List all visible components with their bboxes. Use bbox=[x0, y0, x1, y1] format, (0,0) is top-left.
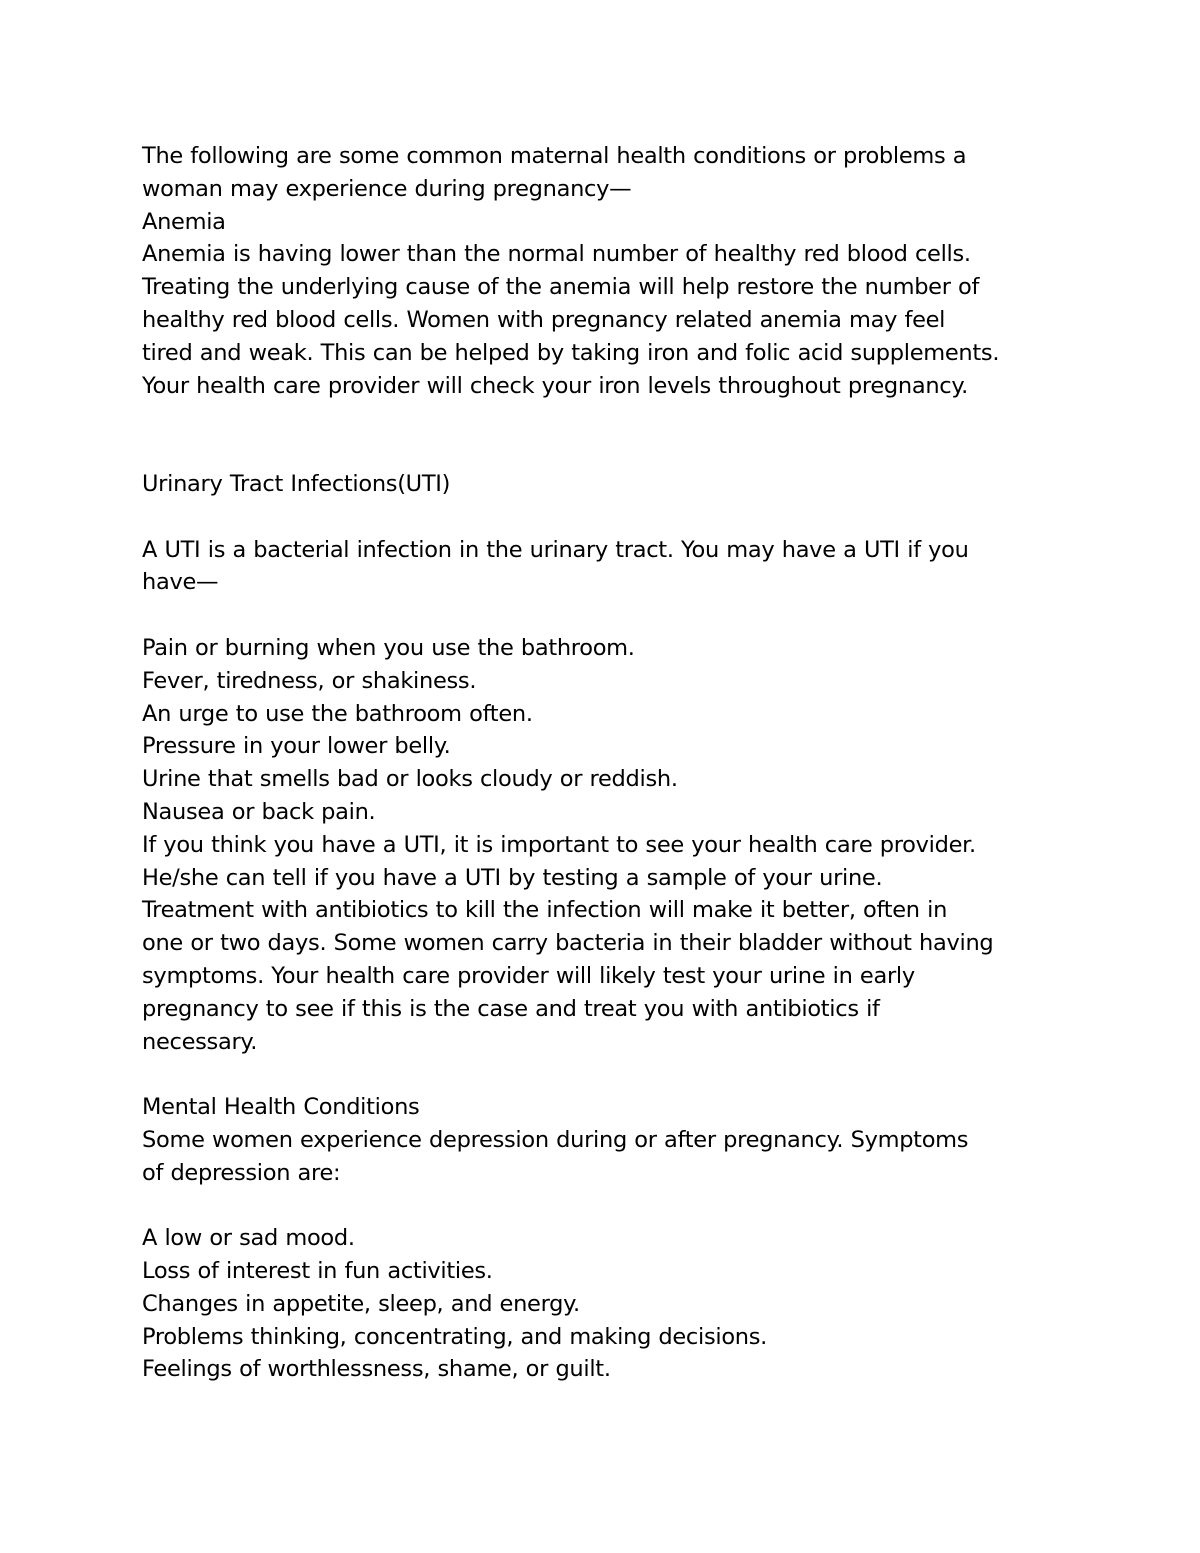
spacer bbox=[142, 501, 1072, 534]
text-line: Treatment with antibiotics to kill the infection will make it better, often in bbox=[142, 897, 948, 924]
text-line: pregnancy to see if this is the case and treat you with antibiotics if bbox=[142, 995, 880, 1022]
list-item: Nausea or back pain. bbox=[142, 798, 376, 825]
anemia-heading: Anemia bbox=[142, 208, 226, 235]
spacer bbox=[142, 1190, 1072, 1223]
list-item: Problems thinking, concentrating, and making decisions. bbox=[142, 1323, 768, 1350]
intro-paragraph bbox=[142, 140, 1072, 206]
text-line: woman may experience during pregnancy— bbox=[142, 175, 632, 202]
list-item: Changes in appetite, sleep, and energy. bbox=[142, 1290, 580, 1317]
text-line: tired and weak. This can be helped by taking iron and folic acid supplements. bbox=[142, 339, 1000, 366]
text-line: necessary. bbox=[142, 1028, 258, 1055]
depression-symptom-list bbox=[142, 1222, 1072, 1386]
mental-health-heading: Mental Health Conditions bbox=[142, 1094, 420, 1121]
text-line: He/she can tell if you have a UTI by testing a sample of your urine. bbox=[142, 864, 883, 891]
list-item: Pressure in your lower belly. bbox=[142, 733, 451, 760]
text-line: The following are some common maternal health conditions or problems a bbox=[142, 143, 967, 169]
text-line: Treating the underlying cause of the anemia will help restore the number of bbox=[142, 274, 980, 301]
text-line: one or two days. Some women carry bacteria in their bladder without having bbox=[142, 930, 994, 957]
anemia-section bbox=[142, 206, 1072, 403]
text-line: Anemia is having lower than the normal number of healthy red blood cells. bbox=[142, 241, 971, 268]
uti-heading: Urinary Tract Infections(UTI) bbox=[142, 470, 451, 497]
uti-section bbox=[142, 468, 1072, 1058]
spacer bbox=[142, 402, 1072, 468]
list-item: Fever, tiredness, or shakiness. bbox=[142, 667, 477, 694]
uti-symptom-list bbox=[142, 632, 1072, 829]
document-page bbox=[142, 140, 1072, 1386]
text-line: Your health care provider will check your iron levels throughout pregnancy. bbox=[142, 372, 969, 399]
spacer bbox=[142, 1058, 1072, 1091]
text-line: healthy red blood cells. Women with pregnancy related anemia may feel bbox=[142, 306, 946, 333]
spacer bbox=[142, 599, 1072, 632]
text-line: of depression are: bbox=[142, 1159, 341, 1186]
text-line: A UTI is a bacterial infection in the urinary tract. You may have a UTI if you bbox=[142, 536, 969, 563]
text-line: If you think you have a UTI, it is important to see your health care provider. bbox=[142, 831, 976, 858]
list-item: Loss of interest in fun activities. bbox=[142, 1258, 493, 1285]
text-line: Some women experience depression during or after pregnancy. Symptoms bbox=[142, 1126, 969, 1153]
text-line: have— bbox=[142, 569, 219, 596]
list-item: A low or sad mood. bbox=[142, 1225, 355, 1252]
text-line: symptoms. Your health care provider will likely test your urine in early bbox=[142, 962, 915, 989]
list-item: An urge to use the bathroom often. bbox=[142, 700, 533, 727]
mental-health-section bbox=[142, 1091, 1072, 1386]
list-item: Feelings of worthlessness, shame, or guilt. bbox=[142, 1356, 611, 1383]
list-item: Urine that smells bad or looks cloudy or reddish. bbox=[142, 766, 678, 793]
list-item: Pain or burning when you use the bathroom. bbox=[142, 634, 635, 661]
